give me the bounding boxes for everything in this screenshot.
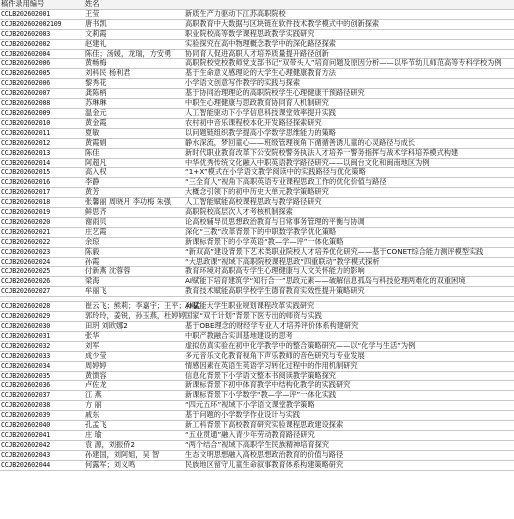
column-header-title[interactable] bbox=[184, 0, 514, 9]
cell-title[interactable]: 新课标背景下的小学英语“教—学—评”一体化策略 bbox=[184, 237, 514, 247]
cell-manuscript-id[interactable]: CCJB202602002109 bbox=[0, 19, 84, 29]
cell-manuscript-id[interactable]: CCJB202602043 bbox=[0, 450, 84, 460]
cell-manuscript-id[interactable]: CCJB202602041 bbox=[0, 430, 84, 440]
cell-manuscript-id[interactable]: CCLB202602001 bbox=[0, 9, 84, 19]
cell-title[interactable]: “两个结合”视域下高职学生民族精神培育探究 bbox=[184, 440, 514, 450]
cell-title[interactable]: 人工智能赋能高校课程思政与教学路径研究 bbox=[184, 198, 514, 208]
cell-author[interactable]: 刘科民 杨利君 bbox=[84, 69, 184, 79]
cell-author[interactable]: 黄畅梅 bbox=[84, 59, 184, 69]
cell-title[interactable]: 职业院校高等数学课程思政教学实践研究 bbox=[184, 29, 514, 39]
cell-author[interactable]: 苏琳琳 bbox=[84, 99, 184, 109]
cell-manuscript-id[interactable]: CCJB202602004 bbox=[0, 49, 84, 59]
cell-manuscript-id[interactable]: CCJB202602012 bbox=[0, 138, 84, 148]
cell-manuscript-id[interactable]: CCJB202602007 bbox=[0, 89, 84, 99]
table-row[interactable] bbox=[0, 29, 514, 39]
cell-author[interactable]: 崔云飞；熊莉；李嘉宇；王平；孙猛 bbox=[85, 301, 201, 311]
table-row[interactable] bbox=[0, 341, 514, 351]
table-row[interactable] bbox=[0, 450, 514, 460]
cell-author[interactable]: 孙霞 bbox=[84, 257, 184, 267]
cell-manuscript-id[interactable]: CCJB202602034 bbox=[0, 361, 84, 371]
cell-title[interactable]: 新工科背景下高校教育研究实验课程思政建设探索 bbox=[184, 421, 514, 431]
cell-author[interactable]: 成少莹 bbox=[84, 351, 184, 361]
table-row[interactable] bbox=[0, 49, 514, 59]
cell-manuscript-id[interactable]: CCJB202602015 bbox=[0, 168, 84, 178]
table-row[interactable] bbox=[0, 237, 514, 247]
table-row[interactable] bbox=[0, 421, 514, 431]
table-row[interactable] bbox=[0, 89, 514, 99]
cell-manuscript-id[interactable]: CCJB202602031 bbox=[0, 331, 84, 341]
cell-title[interactable]: 以问题链组织教学提高小学数学思维能力的策略 bbox=[184, 128, 514, 138]
cell-author[interactable]: 付新燕 沈蓉蓉 bbox=[84, 267, 184, 277]
table-row[interactable] bbox=[0, 460, 514, 470]
cell-title[interactable]: 实验探究在高中物理概念教学中的深化路径探索 bbox=[184, 39, 514, 49]
cell-author[interactable]: 文莉霞 bbox=[84, 29, 184, 39]
cell-manuscript-id[interactable]: CCJB202602009 bbox=[0, 108, 84, 118]
table-row[interactable] bbox=[0, 168, 514, 178]
table-row[interactable] bbox=[0, 138, 514, 148]
cell-title[interactable]: 深化“三教”改革背景下的中职数学教学优化策略 bbox=[184, 227, 514, 237]
cell-author[interactable]: 郭玲玲，姜锐，孙玉燕，杜婷婷 bbox=[85, 311, 186, 321]
cell-author[interactable]: 谢雨贝 bbox=[84, 217, 184, 227]
column-header-author[interactable]: 姓名 bbox=[84, 0, 184, 9]
cell-author[interactable]: 陈佳 bbox=[84, 148, 184, 158]
cell-title[interactable]: 人工智能驱动下小学信息科技课堂效率提升实践 bbox=[184, 108, 514, 118]
table-row[interactable] bbox=[0, 302, 514, 312]
table-row[interactable] bbox=[0, 351, 514, 361]
cell-manuscript-id[interactable]: CCJB202602010 bbox=[0, 118, 84, 128]
cell-author[interactable]: 王莹 bbox=[84, 9, 184, 19]
cell-title[interactable]: AI赋能大学生职业规划课程改革实践研究 bbox=[184, 302, 514, 312]
table-row[interactable] bbox=[0, 198, 514, 208]
cell-author[interactable]: 唐书凯 bbox=[84, 19, 184, 29]
cell-author[interactable]: 赵建礼 bbox=[84, 39, 184, 49]
cell-title[interactable]: 民族地区留守儿童生命叙事教育体系构建策略研究 bbox=[184, 460, 514, 470]
cell-manuscript-id[interactable]: CCJB202602040 bbox=[0, 421, 84, 431]
table-row[interactable] bbox=[0, 381, 514, 391]
cell-title[interactable]: 虚拟仿真实验在初中化学教学中的整合策略研究——以“化学与生活”为例 bbox=[184, 341, 514, 351]
cell-manuscript-id[interactable]: CCJB202602006 bbox=[0, 79, 84, 89]
cell-title[interactable]: 生态文明思想融入高校思想政治教育的价值与路径 bbox=[184, 450, 514, 460]
cell-title[interactable]: 新课标背景下初中体育教学中结构化教学的实践研究 bbox=[184, 381, 514, 391]
cell-title[interactable]: 新质生产力驱动下江苏高职院校 bbox=[184, 9, 514, 19]
cell-title[interactable]: 静水深流，梦回童心——班级管理视角下循循善诱儿童的心灵路径与成长 bbox=[184, 138, 514, 148]
cell-manuscript-id[interactable]: CCJB202602025 bbox=[0, 267, 84, 277]
cell-manuscript-id[interactable]: CCJB202602022 bbox=[0, 237, 84, 247]
cell-title[interactable]: 论高校辅导员思想政治教育与日常事务管理的平衡与协调 bbox=[184, 217, 514, 227]
cell-manuscript-id[interactable]: CCJB202602014 bbox=[0, 158, 84, 168]
cell-author[interactable]: 李静 bbox=[84, 178, 184, 188]
table-row[interactable] bbox=[0, 178, 514, 188]
cell-manuscript-id[interactable]: CCJB202602029 bbox=[0, 312, 84, 322]
table-row[interactable] bbox=[0, 401, 514, 411]
cell-manuscript-id[interactable]: CCJB202602038 bbox=[0, 401, 84, 411]
cell-title[interactable]: 情感因素在英语生英语学习转化过程中的作用机制研究 bbox=[184, 361, 514, 371]
cell-manuscript-id[interactable]: CCJB202602042 bbox=[0, 440, 84, 450]
cell-title[interactable]: 中华优秀传统文化融入中职英语教学路径研究——以闽台文化和闽南地区为例 bbox=[184, 158, 514, 168]
cell-author[interactable]: 戚东 bbox=[84, 411, 184, 421]
cell-title[interactable]: 基于协同治理理论的高职院校学生心理健康干预路径研究 bbox=[184, 89, 514, 99]
table-row[interactable] bbox=[0, 247, 514, 257]
table-row[interactable] bbox=[0, 79, 514, 89]
cell-title[interactable]: 多元音乐文化教育视角下声乐教师的音色研究与专业发展 bbox=[184, 351, 514, 361]
cell-manuscript-id[interactable]: CCJB202602019 bbox=[0, 208, 84, 218]
table-row[interactable] bbox=[0, 391, 514, 401]
cell-author[interactable]: 鲜思齐 bbox=[84, 208, 184, 218]
cell-title[interactable]: 教育技术赋能高职学校学生德育教育实效性提升策略研究 bbox=[184, 287, 514, 297]
cell-title[interactable]: 农村初中音乐课程校本化开发路径探索研究 bbox=[184, 118, 514, 128]
cell-manuscript-id[interactable]: CCJB202602030 bbox=[0, 322, 84, 332]
cell-manuscript-id[interactable]: CCJB202602035 bbox=[0, 371, 84, 381]
cell-author[interactable]: 田玥 刘欧娜2 bbox=[84, 322, 184, 332]
cell-title[interactable]: 教育环境对高职高专学生心理健康与人文关怀能力的影响 bbox=[184, 267, 514, 277]
cell-title[interactable]: 信息化背景下小学语文整本书阅读教学策略探究 bbox=[184, 371, 514, 381]
cell-author[interactable]: 孔孟飞 bbox=[84, 421, 184, 431]
table-row[interactable] bbox=[0, 208, 514, 218]
cell-manuscript-id[interactable]: CCJB202602011 bbox=[0, 128, 84, 138]
cell-manuscript-id[interactable]: CCJB202602013 bbox=[0, 148, 84, 158]
table-row[interactable] bbox=[0, 128, 514, 138]
table-row[interactable] bbox=[0, 217, 514, 227]
table-row[interactable] bbox=[0, 19, 514, 29]
cell-author[interactable]: 牟丽飞 bbox=[84, 287, 184, 297]
table-row[interactable] bbox=[0, 331, 514, 341]
cell-manuscript-id[interactable]: CCJB202602008 bbox=[0, 99, 84, 109]
cell-author[interactable]: 陈佳；汤媛，龙瑞，方安勇 bbox=[84, 49, 184, 59]
cell-title[interactable]: “1+X”模式在小学语文教学阅读中的实践路径与优化策略 bbox=[184, 168, 514, 178]
table-row[interactable] bbox=[0, 322, 514, 332]
cell-author[interactable]: 阿超凡 bbox=[84, 158, 184, 168]
table-row[interactable] bbox=[0, 69, 514, 79]
cell-title[interactable]: 新时代职业教育改革下公安院校警务执法人才培养一警务指挥与战术学科培养模式构建 bbox=[184, 148, 514, 158]
cell-title[interactable]: 基于OBE理念的财经学专业人才培养评价体系构建研究 bbox=[184, 322, 514, 332]
cell-manuscript-id[interactable]: CCJB202602003 bbox=[0, 29, 84, 39]
cell-title[interactable]: 高职院校高层次人才考核机制探索 bbox=[184, 208, 514, 218]
cell-manuscript-id[interactable]: CCJB202602028 bbox=[0, 302, 84, 312]
table-row[interactable] bbox=[0, 361, 514, 371]
cell-title[interactable]: 大概念引领下的初中历史大单元教学策略研究 bbox=[184, 188, 514, 198]
cell-title[interactable]: 高职教育中大数据与区块链在软件技术教学模式中的创新探索 bbox=[184, 19, 514, 29]
cell-manuscript-id[interactable]: CCJB202602016 bbox=[0, 178, 84, 188]
cell-author[interactable]: 梁海 bbox=[84, 277, 184, 287]
cell-manuscript-id[interactable]: CCJB202602005 bbox=[0, 69, 84, 79]
cell-author[interactable]: 陈毅 bbox=[84, 247, 184, 257]
cell-title[interactable]: “五业贯通”融入青少年劳动教育路径研究 bbox=[184, 430, 514, 440]
table-row[interactable] bbox=[0, 59, 514, 69]
cell-manuscript-id[interactable]: CCJB202602002 bbox=[0, 39, 84, 49]
cell-author[interactable]: 卢佐龙 bbox=[84, 381, 184, 391]
cell-title[interactable]: AI赋能下培育建筑学“知行合一”思政元素——破解信息孤岛与科技伦理两难化的双重困境 bbox=[184, 277, 514, 287]
table-row[interactable] bbox=[0, 440, 514, 450]
cell-title[interactable]: 中职生心理健康与思政教育协同育人机制研究 bbox=[184, 99, 514, 109]
table-row[interactable] bbox=[0, 267, 514, 277]
cell-title[interactable]: “大思政课”视域下高职院校课程思政“四重联动”教学模式探析 bbox=[184, 257, 514, 267]
table-row[interactable] bbox=[0, 148, 514, 158]
cell-manuscript-id[interactable]: CCJB202602020 bbox=[0, 217, 84, 227]
table-row[interactable] bbox=[0, 371, 514, 381]
table-row[interactable] bbox=[0, 312, 514, 322]
table-row[interactable] bbox=[0, 227, 514, 237]
table-row[interactable] bbox=[0, 118, 514, 128]
table-row[interactable] bbox=[0, 411, 514, 421]
cell-manuscript-id[interactable]: CCJB202602037 bbox=[0, 391, 84, 401]
cell-manuscript-id[interactable]: CCJB202602018 bbox=[0, 198, 84, 208]
cell-title[interactable]: 协同育人促进高职人才培养质量提升路径创新 bbox=[184, 49, 514, 59]
cell-manuscript-id[interactable]: CCJB202602044 bbox=[0, 460, 84, 470]
cell-author[interactable]: 张华 bbox=[84, 331, 184, 341]
cell-title[interactable]: 基于生命意义感理论的大学生心理健康教育方法 bbox=[184, 69, 514, 79]
cell-title[interactable]: 国家“双千计划”背景下医专出的师资与实践 bbox=[184, 312, 514, 322]
cell-author[interactable]: 孙建国，刘阿姐，吴 智 bbox=[84, 450, 184, 460]
cell-author[interactable]: 何露军；刘义鸣 bbox=[84, 460, 184, 470]
cell-author[interactable]: 黄馈容 bbox=[84, 371, 184, 381]
table-row[interactable] bbox=[0, 277, 514, 287]
cell-manuscript-id[interactable]: CCJB202602036 bbox=[0, 381, 84, 391]
cell-title[interactable]: 新课标背景下小学数学“教—学—评”一体化实践 bbox=[184, 391, 514, 401]
cell-manuscript-id[interactable]: CCJB202602021 bbox=[0, 227, 84, 237]
cell-author[interactable]: 夏敏 bbox=[84, 128, 184, 138]
cell-manuscript-id[interactable]: CCJB202602024 bbox=[0, 257, 84, 267]
cell-author[interactable]: 袁 源，刘振侨2 bbox=[84, 440, 184, 450]
cell-author[interactable]: 庄艺霞 bbox=[84, 227, 184, 237]
table-row[interactable] bbox=[0, 158, 514, 168]
table-row[interactable] bbox=[0, 287, 514, 297]
table-row[interactable] bbox=[0, 9, 514, 19]
table-row[interactable] bbox=[0, 108, 514, 118]
column-header-id[interactable]: 稿件录用编号 bbox=[0, 0, 84, 9]
table-header-row bbox=[0, 0, 514, 9]
cell-manuscript-id[interactable]: CCJB202602023 bbox=[0, 247, 84, 257]
cell-author[interactable]: 黄芳 bbox=[84, 188, 184, 198]
cell-author[interactable]: 余琼 bbox=[84, 237, 184, 247]
cell-author[interactable]: 黎秀花 bbox=[84, 79, 184, 89]
cell-manuscript-id[interactable]: CCJB202602039 bbox=[0, 411, 84, 421]
cell-title[interactable]: “四元五环”视域下小学语文课堂教学策略 bbox=[184, 401, 514, 411]
table-row[interactable] bbox=[0, 430, 514, 440]
cell-author[interactable]: 庄 瑜 bbox=[84, 430, 184, 440]
table-row[interactable] bbox=[0, 188, 514, 198]
cell-title[interactable]: 小学语文创意写作教学的实践与探索 bbox=[184, 79, 514, 89]
cell-manuscript-id[interactable]: CCJB202602017 bbox=[0, 188, 84, 198]
table-row[interactable] bbox=[0, 99, 514, 109]
cell-author[interactable]: 黄金霞 bbox=[84, 118, 184, 128]
table-row[interactable] bbox=[0, 257, 514, 267]
table-row[interactable] bbox=[0, 39, 514, 49]
cell-title[interactable]: “新双高”建设背景下艺术类职业院校人才培养优化研究——基于CONET综合能力测评模型实践 bbox=[184, 247, 514, 257]
cell-author[interactable]: 周婷婷 bbox=[84, 361, 184, 371]
cell-title[interactable]: “三全育人”视角下高职英语专业课程思政工作的优化价值与路径 bbox=[184, 178, 514, 188]
cell-author[interactable]: 方 丽 bbox=[84, 401, 184, 411]
cell-title[interactable]: 基于问题的小学数学作业设计与实践 bbox=[184, 411, 514, 421]
cell-author[interactable]: 张馨丽 周晓月 李功梅 朱强 bbox=[84, 198, 184, 208]
cell-author[interactable]: 龚陈柄 bbox=[84, 89, 184, 99]
cell-manuscript-id[interactable]: CCJB202602027 bbox=[0, 287, 84, 297]
cell-author[interactable]: 江 燕 bbox=[84, 391, 184, 401]
cell-manuscript-id[interactable]: CCJB202602032 bbox=[0, 341, 84, 351]
cell-manuscript-id[interactable]: CCJB202602006 bbox=[0, 59, 84, 69]
cell-manuscript-id[interactable]: CCJB202602026 bbox=[0, 277, 84, 287]
cell-author[interactable]: 刘军 bbox=[84, 341, 184, 351]
cell-author[interactable]: 黄霞娟 bbox=[84, 138, 184, 148]
cell-manuscript-id[interactable]: CCJB202602033 bbox=[0, 351, 84, 361]
cell-author[interactable]: 温金元 bbox=[84, 108, 184, 118]
cell-title[interactable]: 中职产教融合实训基地建设的思考 bbox=[184, 331, 514, 341]
cell-author[interactable]: 高入权 bbox=[84, 168, 184, 178]
cell-title[interactable]: 高职院校党校教师党支部书记“双带头人”培育问题及原因分析——以毕节幼儿师范高等专科学校为例 bbox=[184, 59, 514, 69]
table-body bbox=[0, 9, 514, 470]
